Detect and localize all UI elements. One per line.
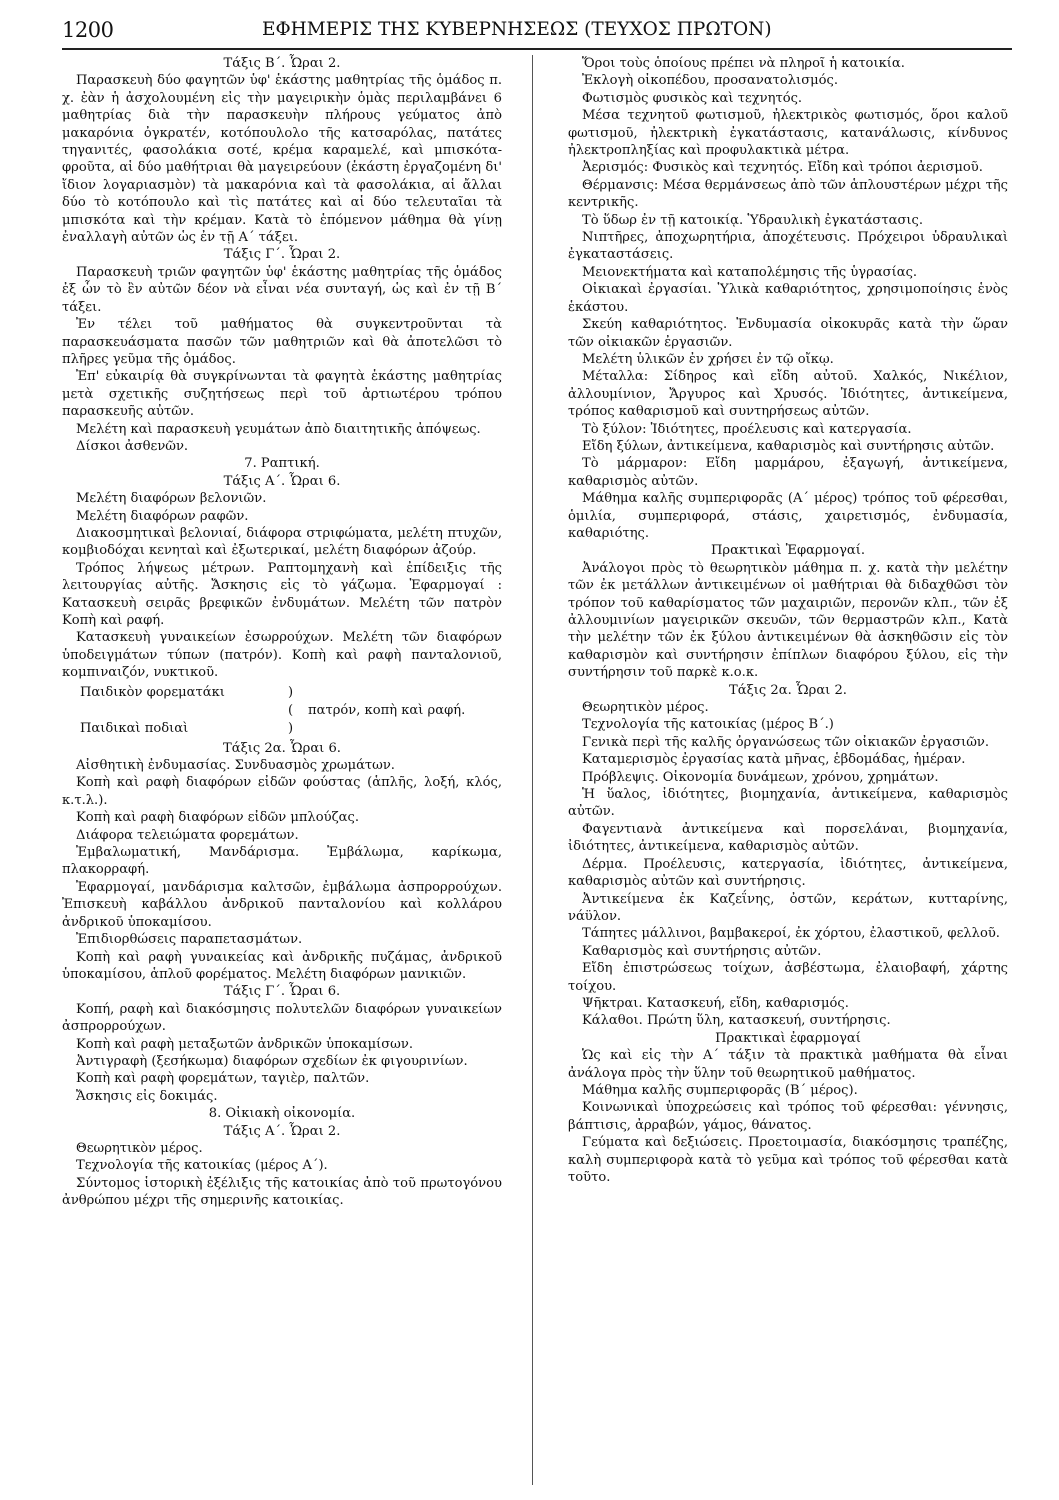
paragraph: Κοπὴ καὶ ραφὴ διαφόρων εἰδῶν φούστας (ἁπλῆς, λοξή, κλός, κ.τ.λ.). (62, 775, 502, 808)
header-rule (62, 48, 1012, 50)
paragraph: Φωτισμὸς φυσικὸς καὶ τεχνητός. (582, 90, 803, 106)
paragraph: Κοπὴ καὶ ραφὴ μεταξωτῶν ἀνδρικῶν ὑποκαμίσων. (76, 1036, 413, 1052)
paragraph: Κοπὴ καὶ ραφὴ γυναικείας καὶ ἀνδρικῆς πυζάμας, ἀνδρικοῦ ὑποκαμίσου, ἁπλοῦ φορέματος. Μελέτη διαφόρων μανικιῶν. (62, 949, 502, 982)
paragraph: Εἴδη ἐπιστρώσεως τοίχων, ἀσβέστωμα, ἐλαιοβαφή, χάρτης τοίχου. (568, 961, 1008, 994)
paragraph: Δέρμα. Προέλευσις, κατεργασία, ἰδιότητες, ἀντικείμενα, καθαρισμὸς αὐτῶν καὶ συντήρησις. (568, 856, 1008, 890)
paragraph: Ἀντιγραφὴ (ξεσήκωμα) διαφόρων σχεδίων ἐκ φιγουρινίων. (76, 1053, 468, 1069)
paragraph: Τεχνολογία τῆς κατοικίας (μέρος Α΄). (76, 1158, 328, 1174)
paragraph: Κάλαθοι. Πρώτη ὕλη, κατασκευή, συντήρησις. (582, 1013, 891, 1029)
paragraph: Ἐκλογὴ οἰκοπέδου, προσανατολισμός. (582, 73, 839, 89)
paragraph: Γεύματα καὶ δεξιώσεις. Προετοιμασία, διακόσμησις τραπέζης, καλὴ συμπεριφορὰ κατὰ τὸ γεῦμα καὶ τρόπος τοῦ φέρεσθαι κατὰ τοῦτο. (568, 1135, 1008, 1185)
bracket-item: Παιδικὸν φορεματάκι (80, 684, 225, 700)
paragraph: Ἐμβαλωματική, Μανδάρισμα. Ἐμβάλωμα, καρίκωμα, πλακορραφή. (62, 845, 502, 878)
paragraph: Καταμερισμὸς ἐργασίας κατὰ μῆνας, ἑβδομάδας, ἡμέραν. (582, 752, 966, 768)
paragraph: Δίσκοι ἀσθενῶν. (76, 438, 189, 454)
bracket-note: πατρόν, κοπὴ καὶ ραφή. (308, 702, 466, 718)
class-heading: Τάξις Α΄. Ὧραι 2. (223, 1123, 341, 1139)
paragraph: Ἄσκησις εἰς δοκιμάς. (76, 1088, 218, 1104)
paragraph: Μελέτη διαφόρων ραφῶν. (76, 508, 249, 524)
paragraph: Μάθημα καλῆς συμπεριφορᾶς (Α΄ μέρος) τρόπος τοῦ φέρεσθαι, ὁμιλία, συμπεριφορά, στάσις, χαιρετισμός, ἐνδυμασία, καθαριότης. (568, 491, 1008, 541)
class-heading: Τάξις Β΄. Ὧραι 2. (223, 56, 341, 71)
paragraph: Ἡ ὕαλος, ἰδιότητες, βιομηχανία, ἀντικείμενα, καθαρισμὸς αὐτῶν. (568, 787, 1008, 820)
paragraph: Μελέτη ὑλικῶν ἐν χρήσει ἐν τῷ οἴκῳ. (582, 351, 834, 367)
bracket-list (62, 682, 502, 740)
paragraph: Μέταλλα: Σίδηρος καὶ εἴδη αὐτοῦ. Χαλκός, Νικέλιον, ἀλλουμίνιον, Ἄργυρος καὶ Χρυσός. Ἰδιότητες, ἀντικείμενα, τρόπος καθαρισμοῦ καὶ συντηρήσεως αὐτῶν. (568, 369, 1008, 420)
paragraph: Παρασκευὴ τριῶν φαγητῶν ὑφ' ἑκάστης μαθητρίας τῆς ὁμάδος ἐξ ὧν τὸ ἓν αὐτῶν δέον νὰ εἶναι νέα συνταγή, ὡς καὶ ἐν τῇ Β΄ τάξει. (62, 264, 502, 315)
paragraph: Μέσα τεχνητοῦ φωτισμοῦ, ἠλεκτρικὸς φωτισμός, ὅροι καλοῦ φωτισμοῦ, ἠλεκτρικὴ ἐγκατάστασις, κατανάλωσις, κίνδυνος ἠλεκτροπληξίας καὶ προφυλακτικὰ μέτρα. (568, 108, 1008, 159)
paragraph: Μελέτη καὶ παρασκευὴ γευμάτων ἀπὸ διαιτητικῆς ἀπόψεως. (76, 421, 481, 437)
paragraph: Παρασκευὴ δύο φαγητῶν ὑφ' ἑκάστης μαθητρίας τῆς ὁμάδος π. χ. ἐὰν ἡ ἀσχολουμένη εἰς τὴν μαγειρικὴν ὁμὰς περιλαμβάνει 6 μαθητρίας διὰ τὴν παρασκευὴν πλήρους γεύματος ἀπὸ μακαρόνια ὀγκρατέν, κοτόπουλολο τῆς κατσαρόλας, πατάτες τηγανιτές, φασολάκια σοτέ, κρέμα καραμελέ, καὶ μπισκότα-φροῦτα, αἱ δύο μαθήτριαι θὰ μαγειρεύουν (ἑκάστη ἐργαζομένη δι' ἴδιον λογαριασμὸν) τὰ μακαρόνια καὶ τὰ φασολάκια, αἱ ἄλλαι δύο τὸ κοτόπουλο καὶ τὶς πατάτες καὶ αἱ δύο τελευταῖαι τὰ μπισκότα καὶ τὴν κρέμαν. Κατὰ τὸ ἑπόμενον μάθημα θὰ γίνῃ ἐναλλαγὴ αὐτῶν ὡς ἐν τῇ Α΄ τάξει. (62, 73, 502, 246)
section-heading: 8. Οἰκιακὴ οἰκονομία. (208, 1106, 356, 1122)
paragraph: Διακοσμητικαὶ βελονιαί, διάφορα στριφώματα, μελέτη πτυχῶν, κομβιοδόχαι κενηταὶ καὶ ἐξωτερικαί, μελέτη διαφόρων ἀζούρ. (62, 525, 502, 559)
paragraph: Σύντομος ἱστορικὴ ἐξέλιξις τῆς κατοικίας ἀπὸ τοῦ πρωτογόνου ἀνθρώπου μέχρι τῆς σημερινῆς κατοικίας. (62, 1175, 502, 1209)
paragraph: Ἀντικείμενα ἐκ Καζεΐνης, ὀστῶν, κεράτων, κυτταρίνης, νάϋλον. (568, 891, 1008, 924)
paragraph: Ἀνάλογοι πρὸς τὸ θεωρητικὸν μάθημα π. χ. κατὰ τὴν μελέτην τῶν ἐκ μετάλλων ἀντικειμένων οἱ μαθήτριαι θὰ διδαχθῶσι τὸν τρόπον τοῦ καθαρίσματος τῶν μαχαιριῶν, περονῶν κλπ., τῶν ἐξ ἀλλουμινίων μαγειρικῶν σκευῶν, τῶν θερμαστρῶν κλπ., Κατὰ τὴν μελέτην τῶν ἐκ ξύλου ἀντικειμένων θὰ ἀσκηθῶσιν εἰς τὸν καθαρισμὸν καὶ συντήρησιν ἐπίπλων διαφόρου ξύλου, εἰς τὴν συντήρησιν τοῦ παρκὲ κ.ο.κ. (568, 560, 1008, 681)
bracket-mark: ) (288, 720, 294, 736)
paragraph: Γενικὰ περὶ τῆς καλῆς ὀργανώσεως τῶν οἰκιακῶν ἐργασιῶν. (582, 734, 990, 750)
bracket-item: Παιδικαὶ ποδιαὶ (80, 720, 189, 736)
paragraph: Θεωρητικὸν μέρος. (76, 1140, 203, 1156)
subsection-heading: Πρακτικαὶ ἐφαρμογαί (715, 1030, 861, 1046)
paragraph: Ψῆκτραι. Κατασκευή, εἴδη, καθαρισμός. (582, 995, 849, 1011)
paragraph: Διάφορα τελειώματα φορεμάτων. (76, 827, 299, 843)
paragraph: Αἰσθητικὴ ἐνδυμασίας. Συνδυασμὸς χρωμάτων. (76, 758, 395, 774)
gazette-title: ΕΦΗΜΕΡΙΣ ΤΗΣ ΚΥΒΕΡΝΗΣΕΩΣ (ΤΕΥΧΟΣ ΠΡΩΤΟΝ) (262, 19, 772, 40)
class-heading: Τάξις Α΄. Ὧραι 6. (223, 473, 341, 489)
bracket-mark: ( (288, 702, 294, 718)
class-heading: Τάξις 2α. Ὧραι 2. (729, 682, 847, 698)
paragraph: Κοπή, ραφὴ καὶ διακόσμησις πολυτελῶν διαφόρων γυναικείων ἀσπρορρούχων. (62, 1001, 502, 1035)
paragraph: Τὸ ὕδωρ ἐν τῇ κατοικίᾳ. Ὑδραυλικὴ ἐγκατάστασις. (582, 212, 924, 228)
paragraph: Μειονεκτήματα καὶ καταπολέμησις τῆς ὑγρασίας. (582, 264, 918, 280)
class-heading: Τάξις Γ΄. Ὧραι 6. (223, 984, 341, 1000)
paragraph: Σκεύη καθαριότητος. Ἐνδυμασία οἰκοκυρᾶς κατὰ τὴν ὥραν τῶν οἰκιακῶν ἐργασιῶν. (568, 317, 1008, 350)
paragraph: Εἴδη ξύλων, ἀντικείμενα, καθαρισμὸς καὶ συντήρησις αὐτῶν. (582, 438, 995, 454)
paragraph: Τάπητες μάλλινοι, βαμβακεροί, ἐκ χόρτου, ἐλαστικοῦ, φελλοῦ. (582, 926, 1000, 942)
paragraph: Ἐν τέλει τοῦ μαθήματος θὰ συγκεντροῦνται τὰ παρασκευάσματα πασῶν τῶν μαθητριῶν καὶ θὰ ἀποτελῶσι τὸ πλῆρες γεῦμα τῆς ὁμάδος. (62, 317, 502, 367)
paragraph: Τὸ μάρμαρον: Εἴδη μαρμάρου, ἐξαγωγή, ἀντικείμενα, καθαρισμὸς αὐτῶν. (568, 456, 1008, 489)
paragraph: Τρόπος λήψεως μέτρων. Ραπτομηχανὴ καὶ ἐπίδειξις τῆς λειτουργίας αὐτῆς. Ἄσκησις εἰς τὸ γάζωμα. Ἐφαρμογαί : Κατασκευὴ σειρᾶς βρεφικῶν ἐνδυμάτων. Μελέτη τῶν πατρὸν Κοπὴ καὶ ραφή. (62, 560, 502, 628)
subsection-heading: Πρακτικαὶ Ἐφαρμογαί. (710, 543, 866, 559)
paragraph: Κατασκευὴ γυναικείων ἐσωρρούχων. Μελέτη τῶν διαφόρων ὑποδειγμάτων τύπων (πατρόν). Κοπὴ καὶ ραφὴ πανταλονιοῦ, κομπιναιζόν, νυκτικοῦ. (62, 630, 502, 681)
column-divider (532, 55, 533, 1485)
paragraph: Φαγεντιανὰ ἀντικείμενα καὶ πορσελάναι, βιομηχανία, ἰδιότητες, ἀντικείμενα, καθαρισμὸς αὐτῶν. (568, 821, 1008, 855)
paragraph: Καθαρισμὸς καὶ συντήρησις αὐτῶν. (582, 943, 822, 959)
left-column (62, 55, 502, 1210)
paragraph: Θεωρητικὸν μέρος. (582, 700, 709, 716)
paragraph: Ὅροι τοὺς ὁποίους πρέπει νὰ πληροῖ ἡ κατοικία. (582, 56, 905, 71)
bracket-mark: ) (288, 684, 294, 700)
section-heading: 7. Ραπτική. (244, 456, 320, 472)
paragraph: Θέρμανσις: Μέσα θερμάνσεως ἀπὸ τῶν ἁπλουστέρων μέχρι τῆς κεντρικῆς. (568, 177, 1008, 211)
paragraph: Τὸ ξύλον: Ἰδιότητες, προέλευσις καὶ κατεργασία. (582, 421, 912, 437)
paragraph: Ἐφαρμογαί, μανδάρισμα καλτσῶν, ἐμβάλωμα ἀσπρορρούχων. Ἐπισκευὴ καβάλλου ἀνδρικοῦ πανταλονίου καὶ κολλάρου ἀνδρικοῦ ὑποκαμίσου. (62, 879, 502, 930)
paragraph: Πρόβλεψις. Οἰκονομία δυνάμεων, χρόνου, χρημάτων. (582, 769, 939, 785)
paragraph: Ἀερισμός: Φυσικὸς καὶ τεχνητός. Εἴδη καὶ τρόποι ἀερισμοῦ. (582, 160, 983, 176)
paragraph: Τεχνολογία τῆς κατοικίας (μέρος Β΄.) (582, 717, 834, 733)
paragraph: Μάθημα καλῆς συμπεριφορᾶς (Β΄ μέρος). (582, 1082, 858, 1098)
paragraph: Κοινωνικαὶ ὑποχρεώσεις καὶ τρόπος τοῦ φέρεσθαι: γέννησις, βάπτισις, ἀρραβών, γάμος, θάνατος. (568, 1100, 1008, 1133)
paragraph: Μελέτη διαφόρων βελονιῶν. (76, 491, 267, 507)
paragraph: Νιπτῆρες, ἀποχωρητήρια, ἀποχέτευσις. Πρόχειροι ὑδραυλικαὶ ἐγκαταστάσεις. (568, 230, 1008, 263)
right-column (568, 55, 1008, 1186)
class-heading: Τάξις 2α. Ὧραι 6. (223, 740, 341, 756)
paragraph: Οἰκιακαὶ ἐργασίαι. Ὑλικὰ καθαριότητος, χρησιμοποίησις ἑνὸς ἑκάστου. (568, 282, 1008, 315)
paragraph: Κοπὴ καὶ ραφὴ φορεμάτων, ταγιὲρ, παλτῶν. (76, 1071, 370, 1087)
page-number: 1200 (62, 18, 114, 42)
page-header (62, 14, 1012, 44)
paragraph: Ἐπ' εὐκαιρίᾳ θὰ συγκρίνωνται τὰ φαγητὰ ἑκάστης μαθητρίας μετὰ σχετικῆς συζητήσεως περὶ τοῦ ἀρτιωτέρου τρόπου παρασκευῆς αὐτῶν. (62, 369, 502, 420)
paragraph: Ὡς καὶ εἰς τὴν Α΄ τάξιν τὰ πρακτικὰ μαθήματα θὰ εἶναι ἀνάλογα πρὸς τὴν ὕλην τοῦ θεωρητικοῦ μαθήματος. (568, 1048, 1008, 1081)
paragraph: Ἐπιδιορθώσεις παραπετασμάτων. (76, 932, 303, 948)
paragraph: Κοπὴ καὶ ραφὴ διαφόρων εἰδῶν μπλούζας. (76, 810, 360, 826)
class-heading: Τάξις Γ΄. Ὧραι 2. (223, 247, 341, 263)
